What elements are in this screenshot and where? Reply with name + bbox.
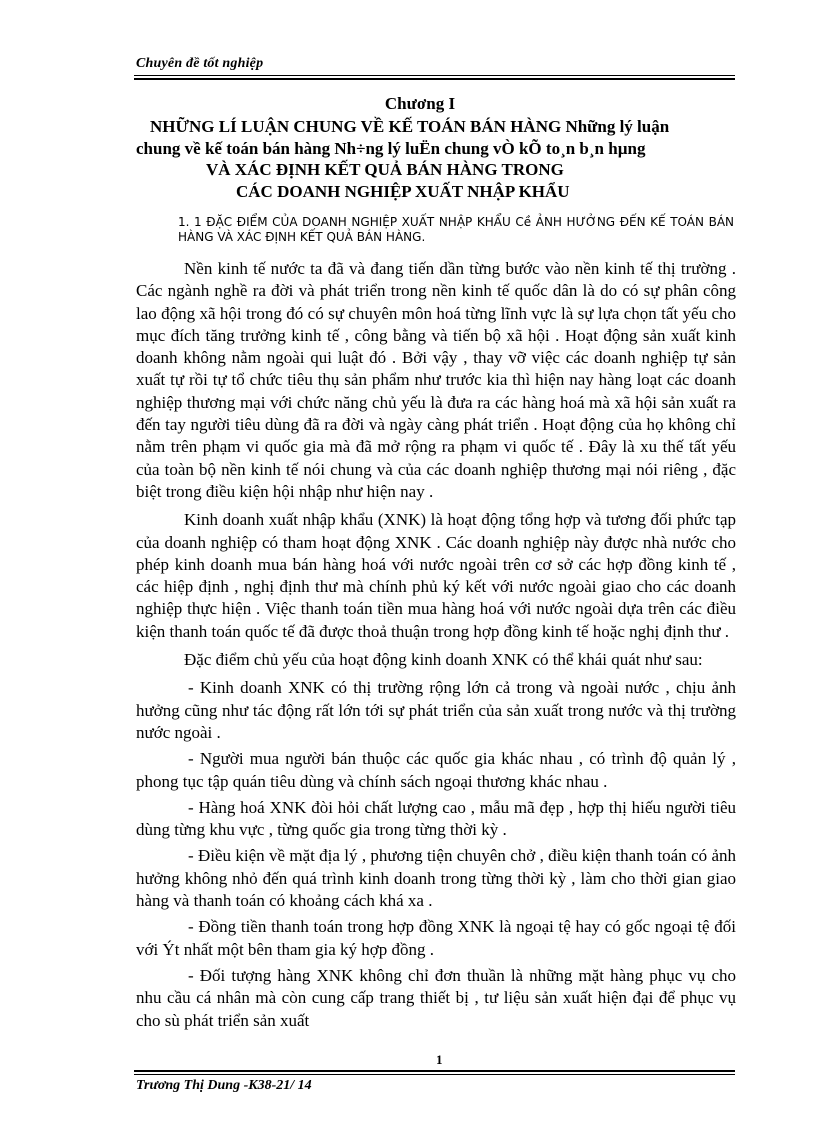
chapter-title-line-4: CÁC DOANH NGHIỆP XUẤT NHẬP KHẨU <box>236 182 570 201</box>
paragraph: Nền kinh tế nước ta đã và đang tiến dần từng bước vào nền kinh tế thị trường . Các ngành nghề ra đời và phát triển trong nền kinh tế quốc dân là do có sự phân công lao động xã hội trong đó có sự chuyên môn hoá từng lĩnh vực là sự lựa chọn tất yếu cho mục đích tăng trưởng kinh tế , công bằng và tiến bộ xã hội . Hoạt động sản xuất kinh doanh không nằm ngoài qui luật đó . Bởi vậy , thay vỡ việc các doanh nghiệp tự sản xuất tự rồi tự tổ chức tiêu thụ sản phẩm như trước kia thì hiện nay hàng loạt các doanh nghiệp thương mại với chức năng chủ yếu là đưa ra các hàng hoá mà xã hội sản xuất ra đến tay người tiêu dùng đã ra đời và ngày càng phát triển . Hoạt động của họ không chỉ nằm trên phạm vi quốc gia mà đã mở rộng ra phạm vi quốc tế . Đây là xu thế tất yếu của toàn bộ nền kinh tế nói chung và của các doanh nghiệp thương mại nói riêng , đặc biệt trong điều kiện hội nhập như hiện nay . <box>136 259 736 501</box>
header-rule-thick <box>134 78 735 80</box>
bullet-item: - Đối tượng hàng XNK không chỉ đơn thuần là những mặt hàng phục vụ cho nhu cầu cá nhân mà còn cung cấp trang thiết bị , tư liệu sản xuất hiện đại để phục vụ cho sù phát triển sản xuất <box>136 965 736 1030</box>
section-heading: 1. 1 ĐẶC ĐIỂM CỦA DOANH NGHIỆP XUẤT NHẬP KHẨU Cề ẢNH HƯỞNG ĐẾN KẾ TOÁN BÁN HÀNG VÀ XÁC ĐỊNH KẾT QUẢ BÁN HÀNG. <box>178 215 734 244</box>
page-number: 1 <box>436 1052 443 1067</box>
footer-rule-thick <box>134 1070 735 1072</box>
bullet-item: - Người mua người bán thuộc các quốc gia khác nhau , có trình độ quản lý , phong tục tập quán tiêu dùng và chính sách ngoại thương khác nhau . <box>136 749 736 791</box>
document-footer: Trương Thị Dung -K38-21/ 14 <box>136 1078 312 1093</box>
paragraph: Đặc điểm chủ yếu của hoạt động kinh doanh XNK có thể khái quát như sau: <box>184 650 703 670</box>
chapter-title-line-3: VÀ XÁC ĐỊNH KẾT QUẢ BÁN HÀNG TRONG <box>206 160 564 179</box>
bullet-item: - Điều kiện về mặt địa lý , phương tiện chuyên chở , điều kiện thanh toán có ảnh hưởng không nhỏ đến quá trình kinh doanh trong từng thời kỳ , làm cho thời gian giao hàng và thanh toán có khoảng cách khá xa . <box>136 846 736 911</box>
footer-rule <box>134 1074 735 1075</box>
chapter-title-line-1: NHỮNG LÍ LUẬN CHUNG VỀ KẾ TOÁN BÁN HÀNG Những lý luận <box>150 117 670 136</box>
chapter-title-line-2: chung về kế toán bán hàng Nh÷ng lý luËn chung vÒ kÕ to¸n b¸n hµng <box>136 139 646 158</box>
paragraph: Kinh doanh xuất nhập khẩu (XNK) là hoạt động tổng hợp và tương đối phức tạp của doanh nghiệp có tham hoạt động XNK . Các doanh nghiệp này được nhà nước cho phép kinh doanh mua bán hàng hoá với nước ngoài trên cơ sở các hợp đồng kinh tế , các hiệp định , nghị định thư mà chính phủ ký kết với nước ngoài giao cho các doanh nghiệp thực hiện . Việc thanh toán tiền mua hàng hoá với nước ngoài dựa trên các điều kiện thanh toán quốc tế đã được thoả thuận trong hợp đồng kinh tế hoặc nghị định thư . <box>136 510 736 641</box>
document-header: Chuyên đề tốt nghiệp <box>136 56 264 71</box>
header-rule <box>134 75 735 76</box>
bullet-item: - Đồng tiền thanh toán trong hợp đồng XNK là ngoại tệ hay có gốc ngoại tệ đối với Ýt nhất một bên tham gia ký hợp đồng . <box>136 917 736 959</box>
body-text <box>136 258 736 1036</box>
bullet-item: - Kinh doanh XNK có thị trường rộng lớn cả trong và ngoài nước , chịu ảnh hưởng cũng như tác động rất lớn tới sự phát triển của sản xuất trong nước và thị trường nước ngoài . <box>136 678 736 742</box>
chapter-label: Chương I <box>384 94 456 113</box>
bullet-item: - Hàng hoá XNK đòi hỏi chất lượng cao , mẫu mã đẹp , hợp thị hiếu người tiêu dùng từng khu vực , từng quốc gia trong từng thời kỳ . <box>136 797 736 840</box>
